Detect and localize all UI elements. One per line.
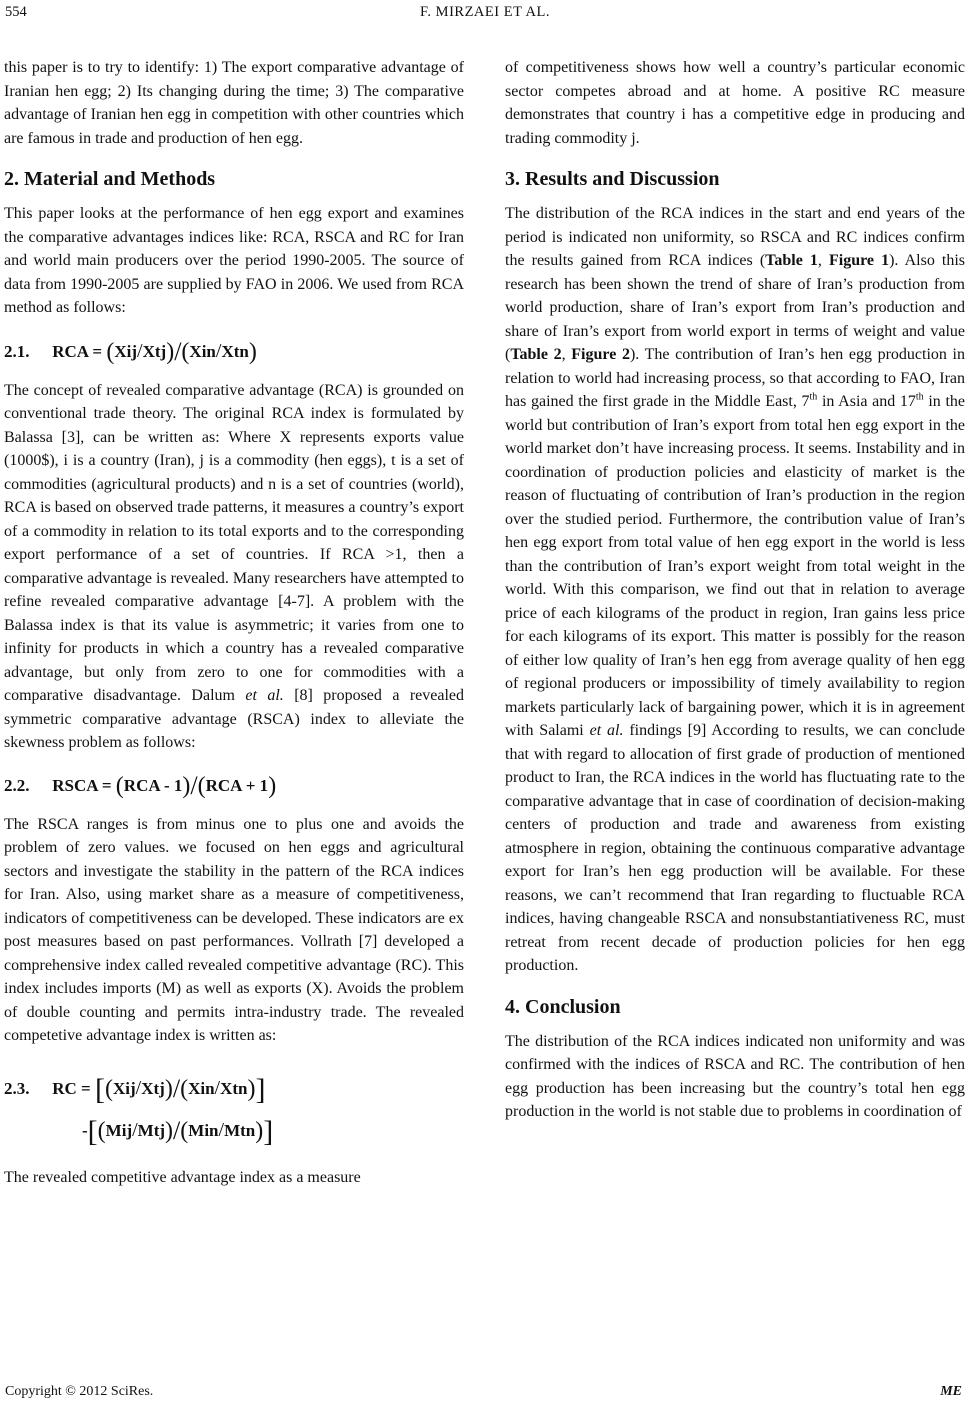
equation-rc: 2.3. RC = [(Xij/Xtj)/(Xin/Xtn)] -[(Mij/Mtj)/(Min/Mtn)] bbox=[4, 1068, 464, 1152]
eq-term: Xin bbox=[189, 341, 216, 361]
table-1-ref[interactable]: Table 1 bbox=[765, 252, 818, 269]
figure-2-ref[interactable]: Figure 2 bbox=[571, 346, 630, 363]
results-paragraph: The distribution of the RCA indices in the start and end years of the period is indicated non uniformity, so RSCA and RC indices confirm the results gained from RCA indices (Table 1, Figure 1). Also this research has been shown the trend of share of Iran’s production from world production, share of Iran’s export from Iran’s production and share of Iran’s export from world export in terms of weight and value (Table 2, Figure 2). The contribution of Iran’s hen egg production in relation to world had increasing process, so that according to FAO, Iran has gained the first grade in the Middle East, 7th in Asia and 17th in the world but contribution of Iran’s export from total hen egg export in the world market don’t have increasing process. It seems. Instability and in coordination of production policies and elasticity of market is the reason of fluctuating of contribution of Iran’s production in the region over the studied period. Furthermore, the contribution value of Iran’s hen egg export from total value of hen egg export in the world is less than the contribution of Iran’s export weight from total weight in the world. With this comparison, we find out that in relation to average price of each kilograms of the product in region, Iran gains less price for each kilograms of its export. This matter is possibly for the reason of either low quality of Iran’s hen egg from average quality of hen egg of regional producers or impossibility of timely availability to region markets particularly lack of bargaining power, which it is in agreement with Salami et al. findings [9] According to results, we can conclude that with regard to allocation of first grade of production of mentioned product to Iran, the RCA indices in the world has fluctuating rate to the comparative advantage that in case of coordination of decision-making centers of production and trade and awareness from existing atmosphere in region, obtaining the continuous comparative advantage export for Iran’s hen egg production will be available. For these reasons, we can’t recommend that Iran regarding to fluctuable RCA indices, having changeable RSCA and nonsubstantiativeness RC, must retreat from recent decade of production policies for hen egg production. bbox=[505, 205, 966, 974]
eq-term: RCA - 1 bbox=[123, 775, 183, 795]
left-column bbox=[4, 56, 464, 1189]
equation-lhs: RCA = bbox=[52, 341, 103, 361]
equation-number: 2.1. bbox=[4, 341, 30, 361]
page-header bbox=[0, 4, 970, 28]
equation-lhs: RSCA = bbox=[52, 775, 112, 795]
rc-continued-paragraph: of competitiveness shows how well a country’s particular economic sector competes abroad and at home. A positive RC measure demonstrates that country i has a competitive edge in producing and trading commodity j. bbox=[505, 59, 965, 147]
equation-lhs: RC = bbox=[52, 1078, 91, 1098]
figure-1-ref[interactable]: Figure 1 bbox=[828, 252, 890, 269]
section-heading-conclusion: 4. Conclusion bbox=[505, 995, 621, 1018]
equation-number: 2.3. bbox=[4, 1078, 30, 1098]
equation-number: 2.2. bbox=[4, 775, 30, 795]
right-column bbox=[505, 56, 965, 1124]
eq-term: Xtj bbox=[142, 341, 167, 361]
journal-abbrev: ME bbox=[940, 1384, 962, 1399]
conclusion-paragraph: The distribution of the RCA indices indicated non uniformity and was confirmed with the indices of RSCA and RC. The contribution of hen egg production has been increasing but the country’s total hen egg production in the world is not stable due to problems in coordination of bbox=[505, 1032, 965, 1120]
intro-paragraph: this paper is to try to identify: 1) The export comparative advantage of Iranian hen egg; 2) Its changing during the time; 3) The comparative advantage of Iranian hen egg in competition with other countries which are famous in trade and production of hen egg. bbox=[4, 59, 464, 147]
eq-term: RCA + 1 bbox=[205, 775, 269, 795]
section-heading-methods: 2. Material and Methods bbox=[4, 168, 216, 190]
eq-term: Xij bbox=[114, 341, 138, 361]
eq-term: Xtn bbox=[221, 341, 249, 361]
copyright-text: Copyright © 2012 SciRes. bbox=[5, 1384, 154, 1399]
page-number: 554 bbox=[5, 4, 27, 20]
section-heading-results: 3. Results and Discussion bbox=[505, 168, 720, 190]
methods-paragraph: This paper looks at the performance of hen egg export and examines the comparative advantages indices like: RCA, RSCA and RC for Iran and world main producers over the period 1990-2005. The source of data from 1990-2005 are supplied by FAO in 2006. We used from RCA method as follows: bbox=[4, 205, 464, 316]
rc-paragraph: The revealed competitive advantage index as a measure bbox=[4, 1168, 361, 1186]
equation-rsca: 2.2. RSCA = (RCA - 1)/(RCA + 1) bbox=[4, 770, 277, 800]
equation-rca: 2.1. RCA = (Xij/Xtj)/(Xin/Xtn) bbox=[4, 336, 257, 366]
table-2-ref[interactable]: Table 2 bbox=[510, 346, 562, 363]
running-title: F. MIRZAEI ET AL. bbox=[420, 4, 550, 20]
rca-paragraph: The concept of revealed comparative advantage (RCA) is grounded on conventional trade theory. The original RCA index is formulated by Balassa [3], can be written as: Where X represents exports value (1000$), i is a country (Iran), j is a commodity (hen eggs), t is a set of commodities (agricultural products) and n is a set of countries (world), RCA is based on observed trade patterns, it measures a country’s export of a commodity in relation to its total exports and to the corresponding export performance of a set of countries. If RCA >1, then a comparative advantage is revealed. Many researchers have attempted to refine revealed comparative advantage [4-7]. A problem with the Balassa index is that its value is asymmetric; it varies from one to infinity for products in which a country has a revealed comparative advantage, but only from zero to one for commodities with a comparative disadvantage. Dalum et al. [8] proposed a revealed symmetric comparative advantage (RSCA) index to alleviate the skewness problem as follows: bbox=[4, 381, 465, 751]
rsca-paragraph: The RSCA ranges is from minus one to plus one and avoids the problem of zero values. we focused on hen eggs and agricultural sectors and investigate the stability in the pattern of the RCA indices for Iran. Also, using market share as a measure of competitiveness, indicators of competitiveness can be developed. These indicators are ex post measures based on past performances. Vollrath [7] developed a comprehensive index called revealed competitive advantage (RC). This index includes imports (M) as well as exports (X). Avoids the problem of double counting and permits intra-industry trade. The revealed competetive advantage index is written as: bbox=[4, 815, 464, 1044]
